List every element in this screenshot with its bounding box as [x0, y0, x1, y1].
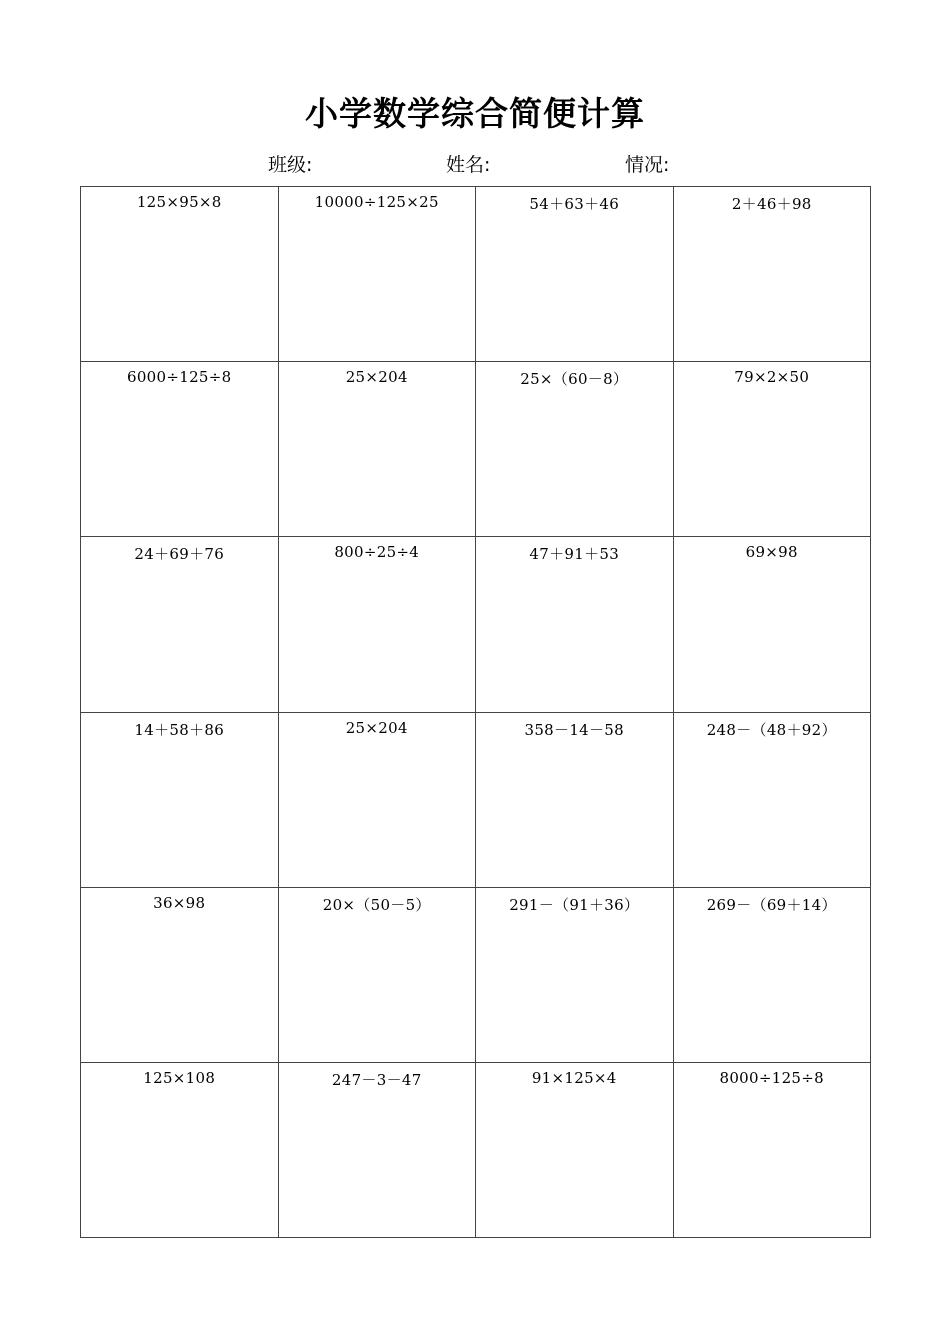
- problem-cell[interactable]: [81, 362, 279, 537]
- problem-cell[interactable]: [476, 888, 674, 1063]
- problem-cell[interactable]: [279, 888, 477, 1063]
- problem-cell[interactable]: [674, 537, 872, 712]
- problem-cell[interactable]: [476, 187, 674, 362]
- problem-cell[interactable]: [279, 713, 477, 888]
- problem-cell[interactable]: [81, 888, 279, 1063]
- problem-cell[interactable]: [279, 362, 477, 537]
- problem-cell[interactable]: [81, 187, 279, 362]
- problem-cell[interactable]: [81, 713, 279, 888]
- problem-text: 47＋91＋53: [529, 545, 620, 564]
- problem-cell[interactable]: [279, 1063, 477, 1238]
- problem-text: 247－3－47: [331, 1070, 422, 1089]
- problem-text: 14＋58＋86: [134, 720, 225, 739]
- problem-text: 2＋46＋98: [731, 195, 812, 213]
- problem-cell[interactable]: [674, 362, 872, 537]
- problem-text: 291－（91＋36）: [509, 895, 640, 914]
- problem-text: 24＋69＋76: [134, 545, 225, 564]
- problem-cell[interactable]: [674, 888, 872, 1063]
- problem-text: 25×204: [345, 718, 408, 737]
- problem-cell[interactable]: [476, 713, 674, 888]
- problem-cell[interactable]: [476, 537, 674, 712]
- problem-text: 36×98: [153, 893, 206, 912]
- problem-text: 91×125×4: [531, 1068, 617, 1087]
- problem-cell[interactable]: [81, 1063, 279, 1238]
- class-label: 班级:: [268, 154, 313, 176]
- problem-text: 248－（48＋92）: [706, 720, 837, 739]
- student-info-row: [0, 150, 950, 176]
- status-label: 情况:: [625, 154, 670, 176]
- problem-cell[interactable]: [476, 362, 674, 537]
- problem-text: 8000÷125÷8: [719, 1068, 824, 1087]
- problem-cell[interactable]: [476, 1063, 674, 1238]
- problem-cell[interactable]: [279, 187, 477, 362]
- problem-text: 10000÷125×25: [314, 193, 439, 211]
- problem-cell[interactable]: [81, 537, 279, 712]
- problem-text: 125×108: [143, 1068, 216, 1087]
- problem-text: 79×2×50: [734, 368, 810, 387]
- problem-text: 20×（50－5）: [322, 895, 431, 914]
- name-label: 姓名:: [446, 154, 491, 176]
- problem-cell[interactable]: [674, 1063, 872, 1238]
- problem-text: 125×95×8: [136, 193, 222, 211]
- problem-grid: [80, 186, 871, 1238]
- problem-text: 269－（69＋14）: [706, 895, 837, 914]
- problem-text: 358－14－58: [524, 720, 624, 739]
- problem-cell[interactable]: [674, 713, 872, 888]
- problem-text: 25×204: [345, 368, 408, 387]
- problem-text: 6000÷125÷8: [127, 368, 232, 387]
- problem-text: 54＋63＋46: [529, 195, 620, 213]
- problem-text: 800÷25÷4: [334, 543, 420, 562]
- problem-cell[interactable]: [279, 537, 477, 712]
- problem-cell[interactable]: [674, 187, 872, 362]
- problem-text: 69×98: [745, 543, 798, 562]
- problem-text: 25×（60－8）: [520, 370, 629, 389]
- worksheet-title: 小学数学综合简便计算: [305, 94, 645, 133]
